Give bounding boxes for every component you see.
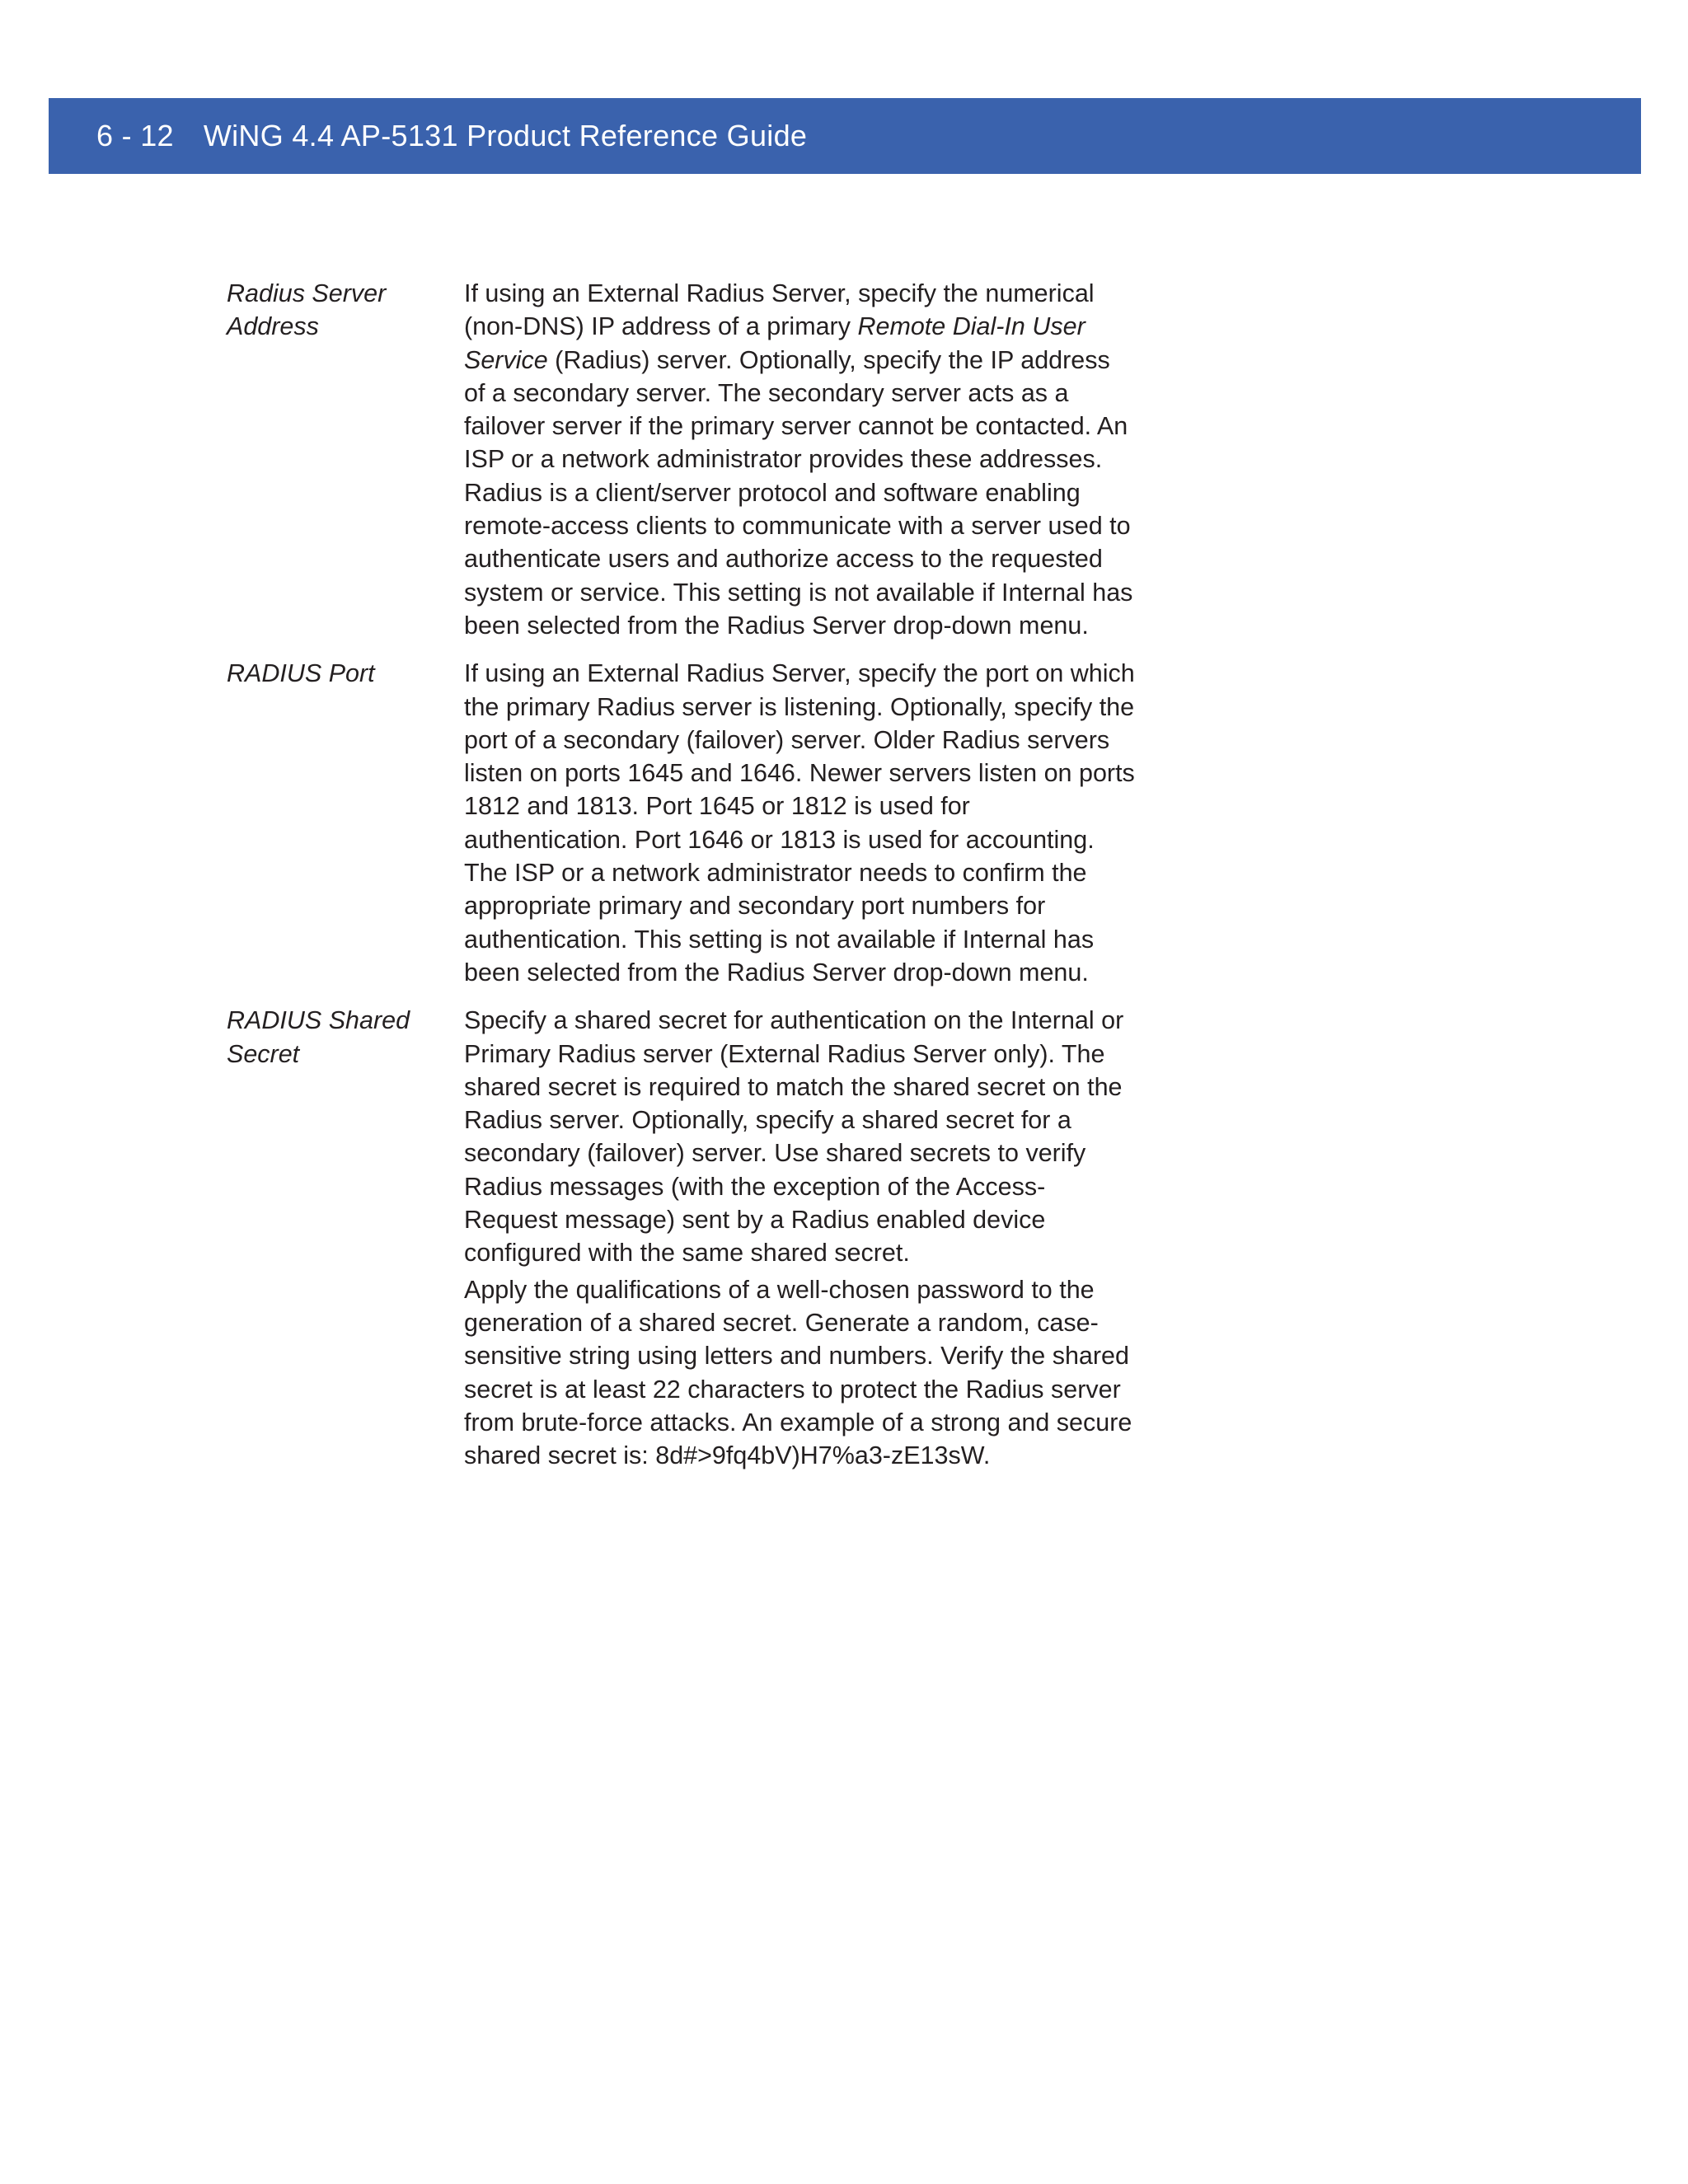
page-number: 6 - 12 <box>96 119 174 152</box>
param-label: RADIUS Port <box>227 659 375 688</box>
description-paragraph <box>464 277 1137 476</box>
param-row-radius-shared-secret <box>227 1004 1137 1472</box>
page-header <box>49 98 1641 174</box>
description-paragraph: Radius is a client/server protocol and software enabling remote-access clients to communicate with a server used to authenticate users and authorize access to the requested system or service. This setting is not available if Internal has been selected from the Radius Server drop-down menu. <box>464 478 1133 640</box>
param-label: RADIUS Shared Secret <box>227 1006 410 1068</box>
param-description <box>464 1004 1137 1472</box>
description-text: If using an External Radius Server, specify the numerical (non-DNS) IP address of a primary <box>464 279 1095 341</box>
description-paragraph: Apply the qualifications of a well-chosen password to the generation of a shared secret. Generate a random, case-sensitive string using letters and numbers. Verify the shared secret is at least 22 characters to protect the Radius server from brute-force attacks. An example of a strong and secure shared secret is: 8d#>9fq4bV)H7%a3-zE13sW. <box>464 1275 1132 1470</box>
param-label: Radius Server Address <box>227 279 387 341</box>
parameter-table <box>227 277 1137 1487</box>
document-title: WiNG 4.4 AP-5131 Product Reference Guide <box>203 119 808 152</box>
param-row-radius-port <box>227 657 1137 989</box>
description-paragraph: If using an External Radius Server, specify the port on which the primary Radius server is listening. Optionally, specify the port of a secondary (failover) server. Older Radius servers listen on ports 1645 and 1646. Newer servers listen on ports 1812 and 1813. Port 1645 or 1812 is used for authentication. Port 1646 or 1813 is used for accounting. The ISP or a network administrator needs to confirm the appropriate primary and secondary port numbers for authentication. This setting is not available if Internal has been selected from the Radius Server drop-down menu. <box>464 659 1135 987</box>
description-emphasis: Remote Dial-In User Service <box>464 312 1085 374</box>
param-description <box>464 277 1137 642</box>
description-paragraph: Specify a shared secret for authentication on the Internal or Primary Radius server (External Radius Server only). The shared secret is required to match the shared secret on the Radius server. Optionally, specify a shared secret for a secondary (failover) server. Use shared secrets to verify Radius messages (with the exception of the Access-Request message) sent by a Radius enabled device configured with the same shared secret. <box>464 1006 1124 1268</box>
param-row-radius-server-address <box>227 277 1137 642</box>
param-description <box>464 657 1137 989</box>
description-text: (Radius) server. Optionally, specify the IP address of a secondary server. The secondary server acts as a failover server if the primary server cannot be contacted. An ISP or a network administrator provides these addresses. <box>464 345 1128 474</box>
